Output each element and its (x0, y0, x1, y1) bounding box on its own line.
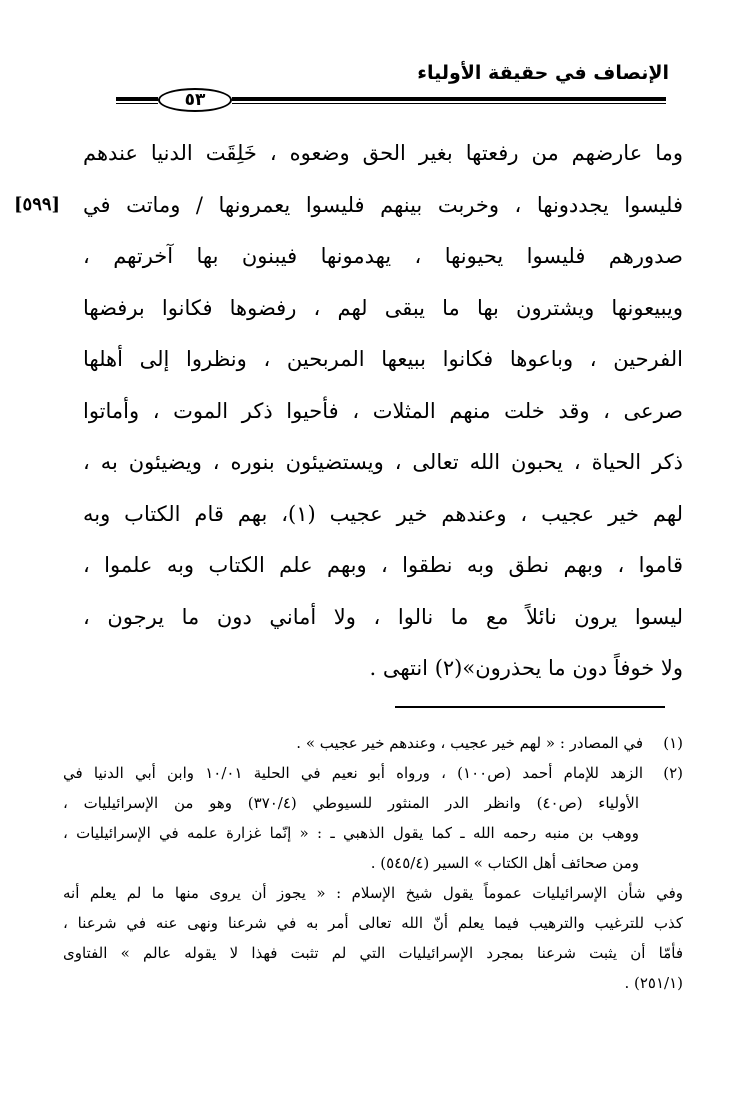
body-text (83, 128, 683, 695)
footnote-text: ومن صحائف أهل الكتاب » السير (٥٤٥/٤) . (370, 854, 639, 872)
header-rule-short (116, 97, 158, 101)
body-line: ولا خوفاً دون ما يحذرون»(٢) انتهى . (369, 656, 683, 680)
page-number-oval (158, 88, 232, 112)
header-rule-long-thin (232, 103, 666, 104)
footnote-text: فأمّا أن يثبت شرعنا بمجرد الإسرائيليات التي لم تثبت فهذا لا يقوله عالم » الفتاوى (63, 944, 683, 962)
footnote-text: الأولياء (ص٤٠) وانظر الدر المنثور للسيوطي (٣٧٠/٤) وهو من الإسرائيليات ، (63, 794, 639, 812)
body-line: ذكر الحياة ، يحبون الله تعالى ، ويستضيئون بنوره ، ويضيئون به ، (83, 450, 683, 474)
footnote-number: (٢) (663, 764, 683, 782)
body-line: فليسوا يجددونها ، وخربت بينهم فليسوا يعمرونها / وماتت في (83, 192, 683, 217)
footnote-2 (63, 758, 683, 788)
footnotes (63, 728, 683, 998)
body-line: قاموا ، وبهم نطق وبه نطقوا ، وبهم علم الكتاب وبه علموا ، (83, 553, 683, 577)
manuscript-page-marker: [٥٩٩] (14, 194, 61, 215)
body-line: صدورهم فليسوا يحيونها ، يهدمونها فيبنون بها آخرتهم ، (83, 244, 683, 268)
footnote-text: كذب للترغيب والترهيب فيما يعلم أنّ الله تعالى أمر به في شرعنا ونهى عنه في شرعنا ، (63, 914, 683, 932)
page-number: ٥٣ (184, 90, 206, 110)
footnote-text: (٢٥١/١) . (624, 974, 683, 992)
footnote-number: (١) (663, 734, 683, 752)
body-line: ليسوا يرون نائلاً مع ما نالوا ، ولا أماني دون ما يرجون ، (83, 604, 683, 629)
body-line: ويبيعونها ويشترون بها ما يبقى لهم ، رفضوها فكانوا برفضها (83, 295, 683, 320)
header-rule-short-thin (116, 103, 158, 104)
footnote-text: الزهد للإمام أحمد (ص١٠٠) ، ورواه أبو نعيم في الحلية ١٠/٠١ وابن أبي الدنيا في (63, 764, 643, 782)
body-line: وما عارضهم من رفعتها بغير الحق وضعوه ، خَلِقَت الدنيا عندهم (83, 141, 683, 165)
header-rule-long (232, 97, 666, 101)
footnote-text: وفي شأن الإسرائيليات عموماً يقول شيخ الإسلام : « يجوز أن يروى منها ما لم يعلم أنه (63, 884, 683, 902)
body-line: لهم خير عجيب ، وعندهم خير عجيب (١)، بهم قام الكتاب وبه (83, 501, 683, 526)
running-header-title: الإنصاف في حقيقة الأولياء (417, 62, 669, 84)
body-line: صرعى ، وقد خلت منهم المثلات ، فأحيوا ذكر الموت ، وأماتوا (83, 398, 683, 423)
footnote-text: ووهب بن منبه رحمه الله ـ كما يقول الذهبي ـ : « إنّما غزارة علمه في الإسرائيليات ، (63, 824, 639, 842)
body-line: الفرحين ، وباعوها فكانوا ببيعها المربحين ، ونظروا إلى أهلها (83, 347, 683, 371)
footnote-separator (395, 706, 665, 708)
footnote-text: في المصادر : « لهم خير عجيب ، وعندهم خير عجيب » . (296, 734, 643, 752)
footnote-1 (63, 728, 683, 758)
